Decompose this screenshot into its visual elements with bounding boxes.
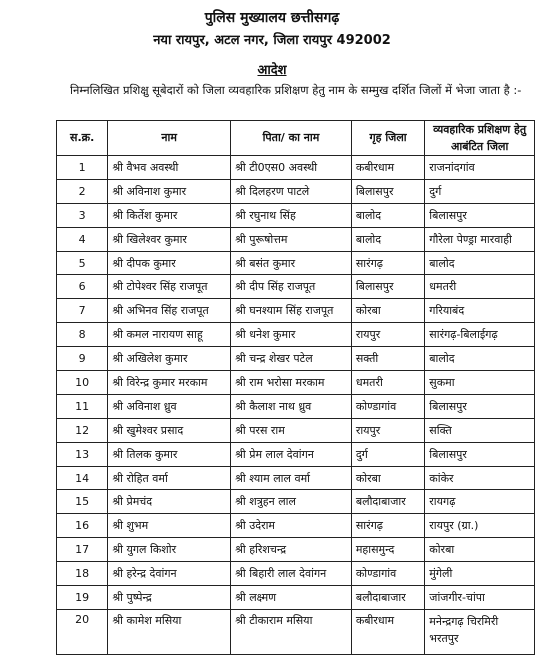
home-district-cell: कोरबा	[351, 299, 424, 323]
father-name-cell: श्री बिहारी लाल देवांगन	[231, 562, 352, 586]
father-name-cell: श्री उदेराम	[231, 514, 352, 538]
name-cell: श्री युगल किशोर	[108, 538, 231, 562]
father-name-cell: श्री चन्द्र शेखर पटेल	[231, 347, 352, 371]
allotted-district-cell: राजनांदगांव	[425, 156, 535, 180]
serial-cell: 1	[57, 156, 108, 180]
name-cell: श्री रोहित वर्मा	[108, 466, 231, 490]
home-district-cell: कोण्डागांव	[351, 394, 424, 418]
name-cell: श्री तिलक कुमार	[108, 442, 231, 466]
serial-cell: 12	[57, 418, 108, 442]
name-cell: श्री पुष्पेन्द्र	[108, 586, 231, 610]
name-cell: श्री टोपेश्वर सिंह राजपूत	[108, 275, 231, 299]
allotted-district-cell: मुंगेली	[425, 562, 535, 586]
home-district-cell: सक्ती	[351, 347, 424, 371]
allotted-district-cell: धमतरी	[425, 275, 535, 299]
office-address: नया रायपुर, अटल नगर, जिला रायपुर 492002	[153, 33, 391, 48]
home-district-cell: बालोद	[351, 227, 424, 251]
serial-cell: 9	[57, 347, 108, 371]
allotted-district-cell: बिलासपुर	[425, 442, 535, 466]
allotted-district-cell: दुर्ग	[425, 179, 535, 203]
name-cell: श्री हरेन्द्र देवांगन	[108, 562, 231, 586]
home-district-cell: बलौदाबाजार	[351, 586, 424, 610]
table-body	[57, 156, 535, 655]
allotted-district-cell: कोरबा	[425, 538, 535, 562]
father-name-cell: श्री परस राम	[231, 418, 352, 442]
father-name-cell: श्री कैलाश नाथ ध्रुव	[231, 394, 352, 418]
allotted-district-cell: गौरेला पेण्ड्रा मारवाही	[425, 227, 535, 251]
home-district-cell: दुर्ग	[351, 442, 424, 466]
table-row	[57, 514, 535, 538]
allotted-district-cell: बालोद	[425, 347, 535, 371]
allotted-district-cell: सक्ति	[425, 418, 535, 442]
name-cell: श्री शुभम	[108, 514, 231, 538]
header-serial: स.क्र.	[57, 121, 108, 156]
father-name-cell: श्री राम भरोसा मरकाम	[231, 371, 352, 395]
father-name-cell: श्री श्याम लाल वर्मा	[231, 466, 352, 490]
table-row	[57, 538, 535, 562]
table-row	[57, 323, 535, 347]
table-header-row	[57, 121, 535, 156]
table-row	[57, 203, 535, 227]
serial-cell: 3	[57, 203, 108, 227]
table-row	[57, 609, 535, 654]
father-name-cell: श्री शत्रुहन लाल	[231, 490, 352, 514]
header-home-district: गृह जिला	[351, 121, 424, 156]
serial-cell: 2	[57, 179, 108, 203]
name-cell: श्री दीपक कुमार	[108, 251, 231, 275]
allotted-district-cell: बिलासपुर	[425, 203, 535, 227]
allotted-district-cell: जांजगीर-चांपा	[425, 586, 535, 610]
name-cell: श्री प्रेमचंद	[108, 490, 231, 514]
name-cell: श्री अविनाश ध्रुव	[108, 394, 231, 418]
father-name-cell: श्री धनेश कुमार	[231, 323, 352, 347]
serial-cell: 18	[57, 562, 108, 586]
office-name: पुलिस मुख्यालय छत्तीसगढ़	[204, 10, 340, 26]
table-row	[57, 251, 535, 275]
serial-cell: 7	[57, 299, 108, 323]
table-row	[57, 371, 535, 395]
serial-cell: 10	[57, 371, 108, 395]
name-cell: श्री खिलेश्वर कुमार	[108, 227, 231, 251]
allotted-district-cell: रायपुर (ग्रा.)	[425, 514, 535, 538]
serial-cell: 14	[57, 466, 108, 490]
home-district-cell: रायपुर	[351, 323, 424, 347]
name-cell: श्री कमल नारायण साहू	[108, 323, 231, 347]
home-district-cell: महासमुन्द	[351, 538, 424, 562]
table-row	[57, 347, 535, 371]
allotted-district-cell: सुकमा	[425, 371, 535, 395]
allotted-district-cell: कांकेर	[425, 466, 535, 490]
header-father-name: पिता/ का नाम	[231, 121, 352, 156]
allotted-district-cell: गरियाबंद	[425, 299, 535, 323]
father-name-cell: श्री दीप सिंह राजपूत	[231, 275, 352, 299]
father-name-cell: श्री लक्ष्मण	[231, 586, 352, 610]
father-name-cell: श्री प्रेम लाल देवांगन	[231, 442, 352, 466]
table-row	[57, 562, 535, 586]
serial-cell: 11	[57, 394, 108, 418]
table-row	[57, 586, 535, 610]
father-name-cell: श्री हरिशचन्द्र	[231, 538, 352, 562]
father-name-cell: श्री घनश्याम सिंह राजपूत	[231, 299, 352, 323]
name-cell: श्री खुमेश्वर प्रसाद	[108, 418, 231, 442]
name-cell: श्री वैभव अवस्थी	[108, 156, 231, 180]
name-cell: श्री अभिनव सिंह राजपूत	[108, 299, 231, 323]
home-district-cell: सारंगढ़	[351, 514, 424, 538]
home-district-cell: धमतरी	[351, 371, 424, 395]
table-row	[57, 442, 535, 466]
table-row	[57, 179, 535, 203]
allotted-district-cell: सारंगढ़-बिलाईगढ़	[425, 323, 535, 347]
table-row	[57, 466, 535, 490]
father-name-cell: श्री बसंत कुमार	[231, 251, 352, 275]
serial-cell: 16	[57, 514, 108, 538]
serial-cell: 8	[57, 323, 108, 347]
serial-cell: 4	[57, 227, 108, 251]
serial-cell: 6	[57, 275, 108, 299]
allotted-district-cell: रायगढ़	[425, 490, 535, 514]
table-row	[57, 490, 535, 514]
home-district-cell: कोण्डागांव	[351, 562, 424, 586]
serial-cell: 15	[57, 490, 108, 514]
allotted-district-cell: मनेन्द्रगढ़ चिरमिरी भरतपुर	[425, 609, 535, 654]
father-name-cell: श्री दिलहरण पाटले	[231, 179, 352, 203]
allotted-district-cell: बिलासपुर	[425, 394, 535, 418]
home-district-cell: सारंगढ़	[351, 251, 424, 275]
serial-cell: 13	[57, 442, 108, 466]
father-name-cell: श्री रघुनाथ सिंह	[231, 203, 352, 227]
name-cell: श्री अखिलेश कुमार	[108, 347, 231, 371]
posting-table	[56, 120, 535, 655]
name-cell: श्री विरेन्द्र कुमार मरकाम	[108, 371, 231, 395]
serial-cell: 5	[57, 251, 108, 275]
father-name-cell: श्री टीकाराम मसिया	[231, 609, 352, 654]
home-district-cell: कोरबा	[351, 466, 424, 490]
home-district-cell: कबीरधाम	[351, 156, 424, 180]
name-cell: श्री किर्तेश कुमार	[108, 203, 231, 227]
serial-cell: 20	[57, 609, 108, 654]
serial-cell: 17	[57, 538, 108, 562]
table-row	[57, 299, 535, 323]
table-row	[57, 394, 535, 418]
header-allotted-district: व्यवहारिक प्रशिक्षण हेतु आबंटित जिला	[425, 121, 535, 156]
table-row	[57, 275, 535, 299]
home-district-cell: बिलासपुर	[351, 275, 424, 299]
intro-paragraph: निम्नलिखित प्रशिक्षु सूबेदारों को जिला व्यवहारिक प्रशिक्षण हेतु नाम के सम्मुख दर्शित जिलों में भेजा जाता है :-	[70, 83, 522, 97]
home-district-cell: बालोद	[351, 203, 424, 227]
father-name-cell: श्री टी0एस0 अवस्थी	[231, 156, 352, 180]
name-cell: श्री कामेश मसिया	[108, 609, 231, 654]
home-district-cell: रायपुर	[351, 418, 424, 442]
order-title: आदेश	[257, 63, 287, 78]
serial-cell: 19	[57, 586, 108, 610]
home-district-cell: बिलासपुर	[351, 179, 424, 203]
home-district-cell: कबीरधाम	[351, 609, 424, 654]
home-district-cell: बलौदाबाजार	[351, 490, 424, 514]
header-name: नाम	[108, 121, 231, 156]
table-row	[57, 227, 535, 251]
allotted-district-cell: बालोद	[425, 251, 535, 275]
father-name-cell: श्री पुरूषोत्तम	[231, 227, 352, 251]
name-cell: श्री अविनाश कुमार	[108, 179, 231, 203]
table-row	[57, 418, 535, 442]
table-row	[57, 156, 535, 180]
